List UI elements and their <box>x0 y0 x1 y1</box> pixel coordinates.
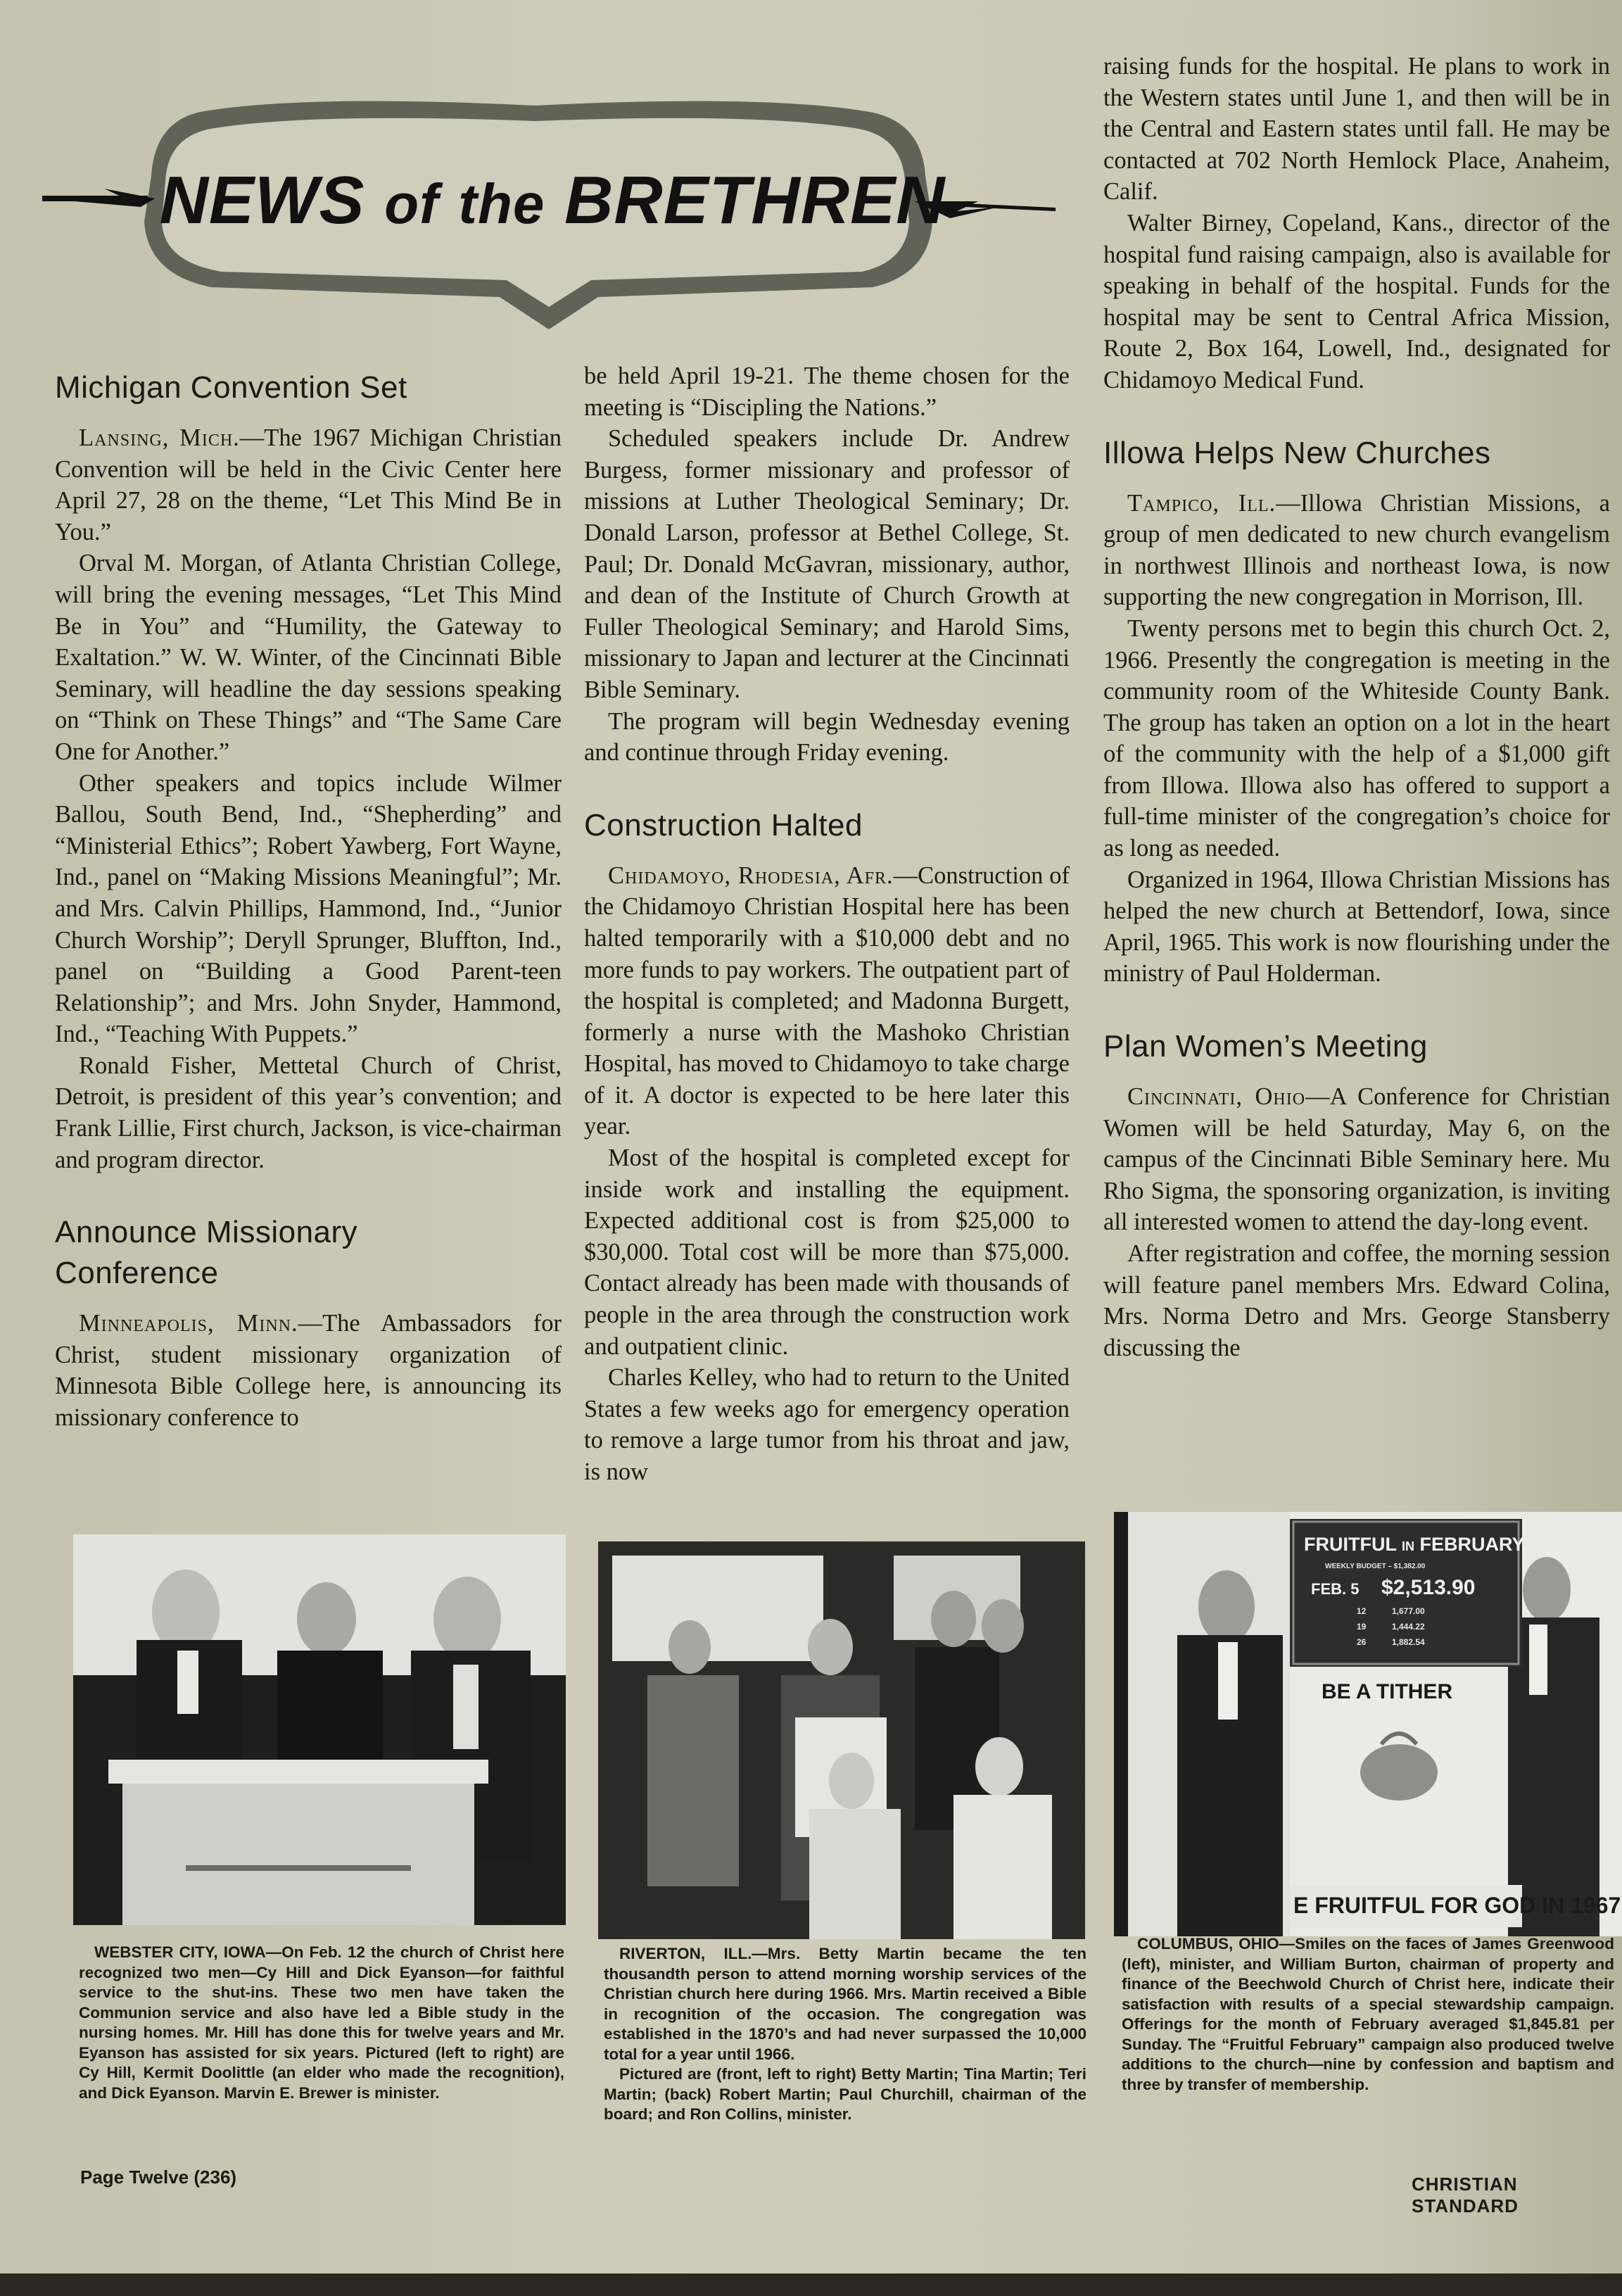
column-2 <box>584 360 1070 1488</box>
photo-webster-city <box>73 1534 566 1925</box>
sign-row4-amount: 1,882.54 <box>1392 1637 1425 1647</box>
construction-heading: Construction Halted <box>584 807 863 843</box>
illowa-p1-text: —Illowa Christian Missions, a group of men dedicated to new church evangelism in northwest Illinois and northeast Iowa, is now supporting the new congregation in Morrison, Ill. <box>1103 489 1610 611</box>
construction-p1 <box>584 860 1070 1142</box>
caption-riverton-p2: Pictured are (front, left to right) Betty Martin; Tina Martin; Teri Martin; (back) Robert Martin; Paul Churchill, chairman of the board; and Ron Collins, minister. <box>604 2065 1086 2123</box>
sign-banner: E FRUITFUL FOR GOD IN 1967 <box>1293 1893 1621 1918</box>
missionary-p2: Scheduled speakers include Dr. Andrew Burgess, former missionary and professor of missions at Luther Theological Seminary; Dr. Donald Larson, professor at Bethel College, St. Paul; Dr. Donald McGavran, missionary, author, and dean of the Institute of Church Growth at Fuller Theological Seminary; and Harold Sims, missionary to Japan and lecturer at the Cincinnati Bible Seminary. <box>584 425 1070 703</box>
missionary-heading-line1: Announce Missionary <box>55 1215 358 1250</box>
sign-row3-amount: 1,444.22 <box>1392 1622 1425 1632</box>
photo-columbus <box>1114 1512 1622 1936</box>
photo-columbus-image <box>1114 1512 1622 1936</box>
masthead <box>42 99 1063 345</box>
michigan-p3: Other speakers and topics include Wilmer Ballou, South Bend, Ind., “Shepherding” and “Ministerial Ethics”; Robert Yawberg, Fort Wayne, Ind., panel on “Making Missions Meaningful”; Mr. and Mrs. Calvin Phillips, Hammond, Ind., “Junior Church Worship”; Deryll Sprunger, Bluffton, Ind., panel on “Building a Good Parent-teen Relationship”; and Mrs. John Snyder, Hammond, Ind., “Teaching With Puppets.” <box>55 769 562 1048</box>
photo-riverton <box>598 1541 1085 1939</box>
sign-header-february: FEBRUARY <box>1419 1534 1525 1555</box>
photo-webster-city-image <box>73 1534 566 1925</box>
spacer <box>1103 990 1610 1018</box>
caption-webster-city <box>79 1943 564 2103</box>
masthead-word-of: of <box>384 172 439 235</box>
sign-row3-date: 19 <box>1357 1622 1367 1632</box>
michigan-p1 <box>55 422 562 548</box>
missionary-heading <box>55 1212 562 1294</box>
missionary-p1-cont: be held April 19-21. The theme chosen for the meeting is “Discipling the Nations.” <box>584 362 1070 421</box>
scan-edge <box>0 2273 1622 2296</box>
missionary-dateline: Minneapolis, Minn. <box>79 1310 298 1337</box>
womens-dateline: Cincinnati, Ohio <box>1127 1083 1306 1111</box>
sign-tither: BE A TITHER <box>1322 1680 1453 1703</box>
illowa-p3: Organized in 1964, Illowa Christian Missions has helped the new church at Bettendorf, Iowa, since April, 1965. This work is now flourishing under the ministry of Paul Holderman. <box>1103 866 1610 988</box>
spacer <box>55 1175 562 1204</box>
illowa-dateline: Tampico, Ill. <box>1127 489 1276 517</box>
sign-row1-amount: $2,513.90 <box>1381 1576 1476 1599</box>
construction-p1-text: —Construction of the Chidamoyo Christian Hospital here has been halted temporarily with a $10,000 debt and no more funds to pay workers. The outpatient part of the hospital is completed; and Madonna Burgett, formerly a nurse with the Mashoko Christian Hospital, has moved to Chidamoyo to take charge of it. A doctor is expected to be here later this year. <box>584 862 1070 1140</box>
caption-riverton <box>604 1944 1086 2125</box>
missionary-p3: The program will begin Wednesday evening and continue through Friday evening. <box>584 707 1070 767</box>
column-3 <box>1103 51 1610 1363</box>
womens-p1 <box>1103 1081 1610 1238</box>
column-1 <box>55 359 562 1434</box>
construction-p3: Charles Kelley, who had to return to the United States a few weeks ago for emergency operation to remove a large tumor from his throat and jaw, is now <box>584 1364 1070 1485</box>
publication-name: CHRISTIAN STANDARD <box>1412 2174 1519 2216</box>
michigan-p1-text: —The 1967 Michigan Christian Convention will be held in the Civic Center here April 27, 28 on the theme, “Let This Mind Be in You.” <box>55 424 562 545</box>
construction-dateline: Chidamoyo, Rhodesia, Afr. <box>608 862 894 889</box>
sign-header-in: IN <box>1402 1539 1414 1553</box>
michigan-dateline: Lansing, Mich. <box>79 424 240 451</box>
missionary-heading-line2: Conference <box>55 1256 219 1291</box>
sign-row1-date: FEB. 5 <box>1311 1580 1360 1598</box>
womens-heading: Plan Women’s Meeting <box>1103 1029 1428 1064</box>
illowa-p1 <box>1103 488 1610 613</box>
missionary-p1-text: —The Ambassadors for Christ, student missionary organization of Minnesota Bible College here, is announcing its missionary conference to <box>55 1310 562 1432</box>
spacer <box>584 769 1070 797</box>
sign-budget: WEEKLY BUDGET – $1,382.00 <box>1325 1563 1426 1570</box>
michigan-heading: Michigan Convention Set <box>55 370 407 405</box>
page-number: Page Twelve (236) <box>80 2166 237 2188</box>
sign-row2-date: 12 <box>1357 1606 1367 1616</box>
womens-p2: After registration and coffee, the morning session will feature panel members Mrs. Edward Colina, Mrs. Norma Detro and Mrs. George Stansberry discussing the <box>1103 1240 1610 1361</box>
construction-p2: Most of the hospital is completed except for inside work and installing the equipment. Expected additional cost is from $25,000 to $30,000. Total cost will be more than $75,000. Contact already has been made with thousands of people in the area through the construction work and outpatient clinic. <box>584 1144 1070 1360</box>
photo-riverton-image <box>598 1541 1085 1939</box>
spacer <box>1103 396 1610 424</box>
caption-riverton-p1: RIVERTON, ILL.—Mrs. Betty Martin became the ten thousandth person to attend morning worship services of the Christian church here during 1966. Mrs. Martin received a Bible in recognition of the occasion. The congregation was established in the 1870’s and had never surpassed the 10,000 total for a year until 1966. <box>604 1945 1086 2063</box>
caption-columbus-text: COLUMBUS, OHIO—Smiles on the faces of James Greenwood (left), minister, and William Burton, chairman of property and finance of the Beechwold Church of Christ here, indicate their satisfaction with results of a special stewardship campaign. Offerings for the month of February averaged $1,845.81 per Sunday. The “Fruitful February” campaign also produced twelve additions to the church—nine by confession and baptism and three by transfer of membership. <box>1122 1935 1614 2093</box>
masthead-title <box>42 162 1063 239</box>
masthead-word-news: NEWS <box>159 163 365 238</box>
caption-columbus <box>1122 1934 1614 2095</box>
womens-p1-text: —A Conference for Christian Women will be held Saturday, May 6, on the campus of the Cincinnati Bible Seminary here. Mu Rho Sigma, the sponsoring organization, is inviting all interested women to attend the day-long event. <box>1103 1083 1610 1236</box>
michigan-p4: Ronald Fisher, Mettetal Church of Christ, Detroit, is president of this year’s convention; and Frank Lillie, First church, Jackson, is vice-chairman and program director. <box>55 1052 562 1173</box>
illowa-p2: Twenty persons met to begin this church Oct. 2, 1966. Presently the congregation is meeting in the community room of the Whiteside County Bank. The group has taken an option on a lot in the heart of the community with the help of a $1,000 gift from Illowa. Illowa also has offered to support a full-time minister of the congregation’s choice for as long as needed. <box>1103 614 1610 862</box>
caption-webster-text: WEBSTER CITY, IOWA—On Feb. 12 the church of Christ here recognized two men—Cy Hill and Dick Eyanson—for faithful service to the shut-ins. These two men have taken the Communion service and also have led a Bible study in the nursing homes. Mr. Hill has done this for twelve years and Mr. Eyanson has assisted for six years. Pictured (left to right) are Cy Hill, Kermit Doolittle (an elder who made the recognition), and Dick Eyanson. Marvin E. Brewer is minister. <box>79 1943 564 2102</box>
masthead-word-brethren: BRETHREN <box>564 163 946 238</box>
missionary-p1 <box>55 1308 562 1433</box>
construction-p4: Walter Birney, Copeland, Kans., director of the hospital fund raising campaign, also is available for speaking in behalf of the hospital. Funds for the hospital may be sent to Central Africa Mission, Route 2, Box 164, Lowell, Ind., designated for Chidamoyo Medical Fund. <box>1103 209 1610 393</box>
sign-row4-date: 26 <box>1357 1637 1367 1647</box>
sign-header-fruitful: FRUITFUL <box>1304 1534 1397 1555</box>
construction-p3-cont: raising funds for the hospital. He plans to work in the Western states until June 1, and then will be in the Central and Eastern states until fall. He may be contacted at 702 North Hemlock Place, Anaheim, Calif. <box>1103 53 1610 206</box>
masthead-word-the: the <box>458 172 545 235</box>
sign-header <box>1304 1534 1525 1555</box>
illowa-heading: Illowa Helps New Churches <box>1103 435 1491 470</box>
michigan-p2: Orval M. Morgan, of Atlanta Christian College, will bring the evening messages, “Let This Mind Be in You” and “Humility, the Gateway to Exaltation.” W. W. Winter, of the Cincinnati Bible Seminary, will headline the day sessions speaking on “Think on These Things” and “The Same Care One for Another.” <box>55 550 562 765</box>
sign-row2-amount: 1,677.00 <box>1392 1606 1425 1616</box>
